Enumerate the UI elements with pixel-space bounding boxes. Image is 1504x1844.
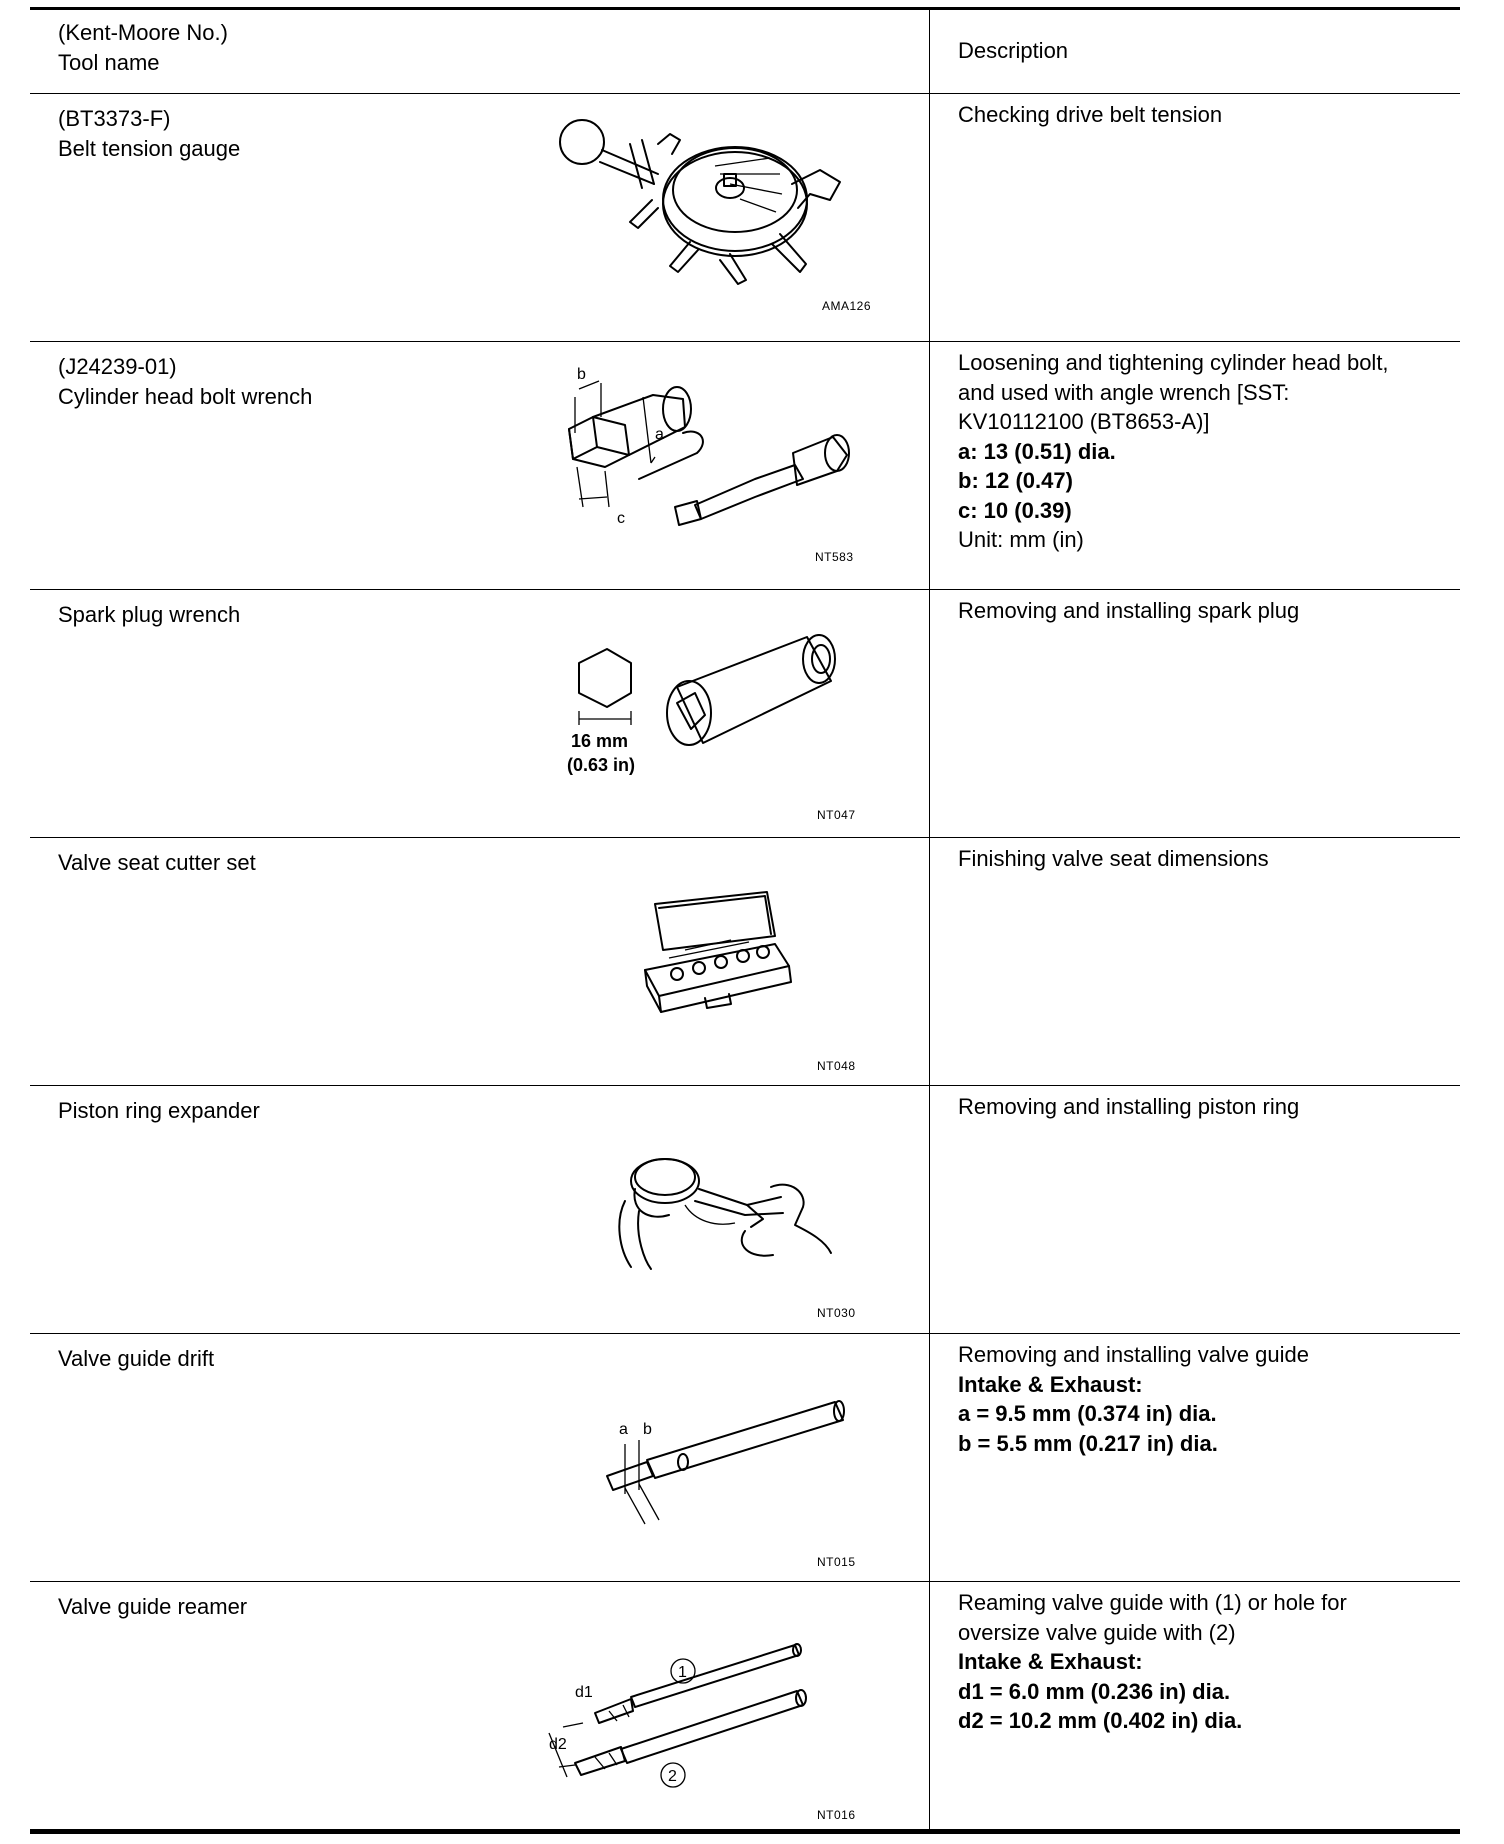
description-line: KV10112100 (BT8653-A)] — [958, 409, 1210, 434]
label-two: 2 — [668, 1768, 677, 1785]
kent-moore-number: (J24239-01) — [58, 354, 177, 379]
figure-code: NT583 — [815, 550, 854, 564]
spec-line: a: 13 (0.51) dia. — [958, 438, 1116, 464]
description-line: oversize valve guide with (2) — [958, 1619, 1236, 1645]
spec-line: d1 = 6.0 mm (0.236 in) dia. — [958, 1678, 1231, 1704]
valve-guide-reamer-icon — [535, 1627, 875, 1827]
unit-line: Unit: mm (in) — [958, 527, 1084, 552]
tool-name: Spark plug wrench — [58, 602, 241, 627]
size-mm-label: 16 mm — [571, 731, 629, 751]
special-tools-table — [30, 7, 1460, 1834]
header-tool-cell — [30, 10, 930, 93]
label-a: a — [655, 426, 664, 443]
tool-name: Belt tension gauge — [58, 136, 241, 161]
description-line: Checking drive belt tension — [958, 102, 1223, 127]
description-line: Finishing valve seat dimensions — [958, 846, 1269, 871]
piston-ring-expander-icon — [535, 1141, 875, 1326]
specs-heading: Intake & Exhaust: — [958, 1649, 1143, 1674]
description-line: Reaming valve guide with (1) or hole for — [958, 1590, 1347, 1615]
figure-code: AMA126 — [822, 299, 872, 313]
kent-moore-number: (BT3373-F) — [58, 106, 171, 131]
specs-heading: Intake & Exhaust: — [958, 1371, 1143, 1397]
table-row — [30, 838, 1460, 1086]
description-cell — [930, 838, 1460, 1085]
header-kent-moore: (Kent-Moore No.) — [58, 20, 228, 45]
tool-cell — [30, 1334, 930, 1581]
tool-name: Cylinder head bolt wrench — [58, 384, 313, 409]
header-description: Description — [958, 38, 1069, 63]
description-line: Removing and installing valve guide — [958, 1342, 1309, 1367]
spec-line: b = 5.5 mm (0.217 in) dia. — [958, 1430, 1218, 1456]
figure-code: NT048 — [817, 1059, 856, 1073]
table-row — [30, 590, 1460, 838]
label-c: c — [617, 510, 625, 527]
description-cell — [930, 590, 1460, 837]
figure-code: NT030 — [817, 1306, 856, 1320]
valve-guide-drift-icon — [535, 1384, 875, 1574]
cylinder-head-bolt-wrench-icon — [535, 367, 875, 572]
description-line: Loosening and tightening cylinder head bolt, — [958, 350, 1389, 375]
tool-cell — [30, 1582, 930, 1829]
table-header — [30, 10, 1460, 94]
spark-plug-wrench-icon — [535, 625, 875, 825]
label-b: b — [643, 1421, 652, 1438]
table-row — [30, 1334, 1460, 1582]
figure-code: NT016 — [817, 1808, 856, 1822]
description-cell — [930, 94, 1460, 341]
tool-cell — [30, 1086, 930, 1333]
table-row — [30, 94, 1460, 342]
description-line: Removing and installing spark plug — [958, 598, 1300, 623]
table-row — [30, 1582, 1460, 1829]
label-one: 1 — [678, 1664, 687, 1681]
tool-cell — [30, 590, 930, 837]
header-tool-name: Tool name — [58, 50, 160, 75]
table-row — [30, 342, 1460, 590]
header-description-cell — [930, 10, 1460, 93]
figure-code: NT047 — [817, 808, 856, 822]
label-b: b — [577, 366, 586, 383]
tool-name: Valve guide drift — [58, 1346, 215, 1371]
description-cell — [930, 1582, 1460, 1829]
tool-name: Valve guide reamer — [58, 1594, 248, 1619]
belt-tension-gauge-icon — [530, 104, 870, 314]
label-a: a — [619, 1421, 628, 1438]
tool-name: Piston ring expander — [58, 1098, 260, 1123]
label-d2: d2 — [549, 1736, 567, 1753]
description-cell — [930, 1086, 1460, 1333]
description-line: Removing and installing piston ring — [958, 1094, 1300, 1119]
label-d1: d1 — [575, 1684, 593, 1701]
tool-cell — [30, 94, 930, 341]
tool-cell — [30, 838, 930, 1085]
description-cell — [930, 342, 1460, 589]
valve-seat-cutter-set-icon — [535, 878, 875, 1078]
spec-line: a = 9.5 mm (0.374 in) dia. — [958, 1401, 1217, 1426]
description-line: and used with angle wrench [SST: — [958, 379, 1290, 405]
table-row — [30, 1086, 1460, 1334]
figure-code: NT015 — [817, 1555, 856, 1569]
tool-name: Valve seat cutter set — [58, 850, 256, 875]
description-cell — [930, 1334, 1460, 1581]
spec-line: c: 10 (0.39) — [958, 497, 1072, 523]
spec-line: b: 12 (0.47) — [958, 468, 1073, 493]
spec-line: d2 = 10.2 mm (0.402 in) dia. — [958, 1708, 1243, 1733]
tool-cell — [30, 342, 930, 589]
size-in-label: (0.63 in) — [567, 755, 636, 775]
